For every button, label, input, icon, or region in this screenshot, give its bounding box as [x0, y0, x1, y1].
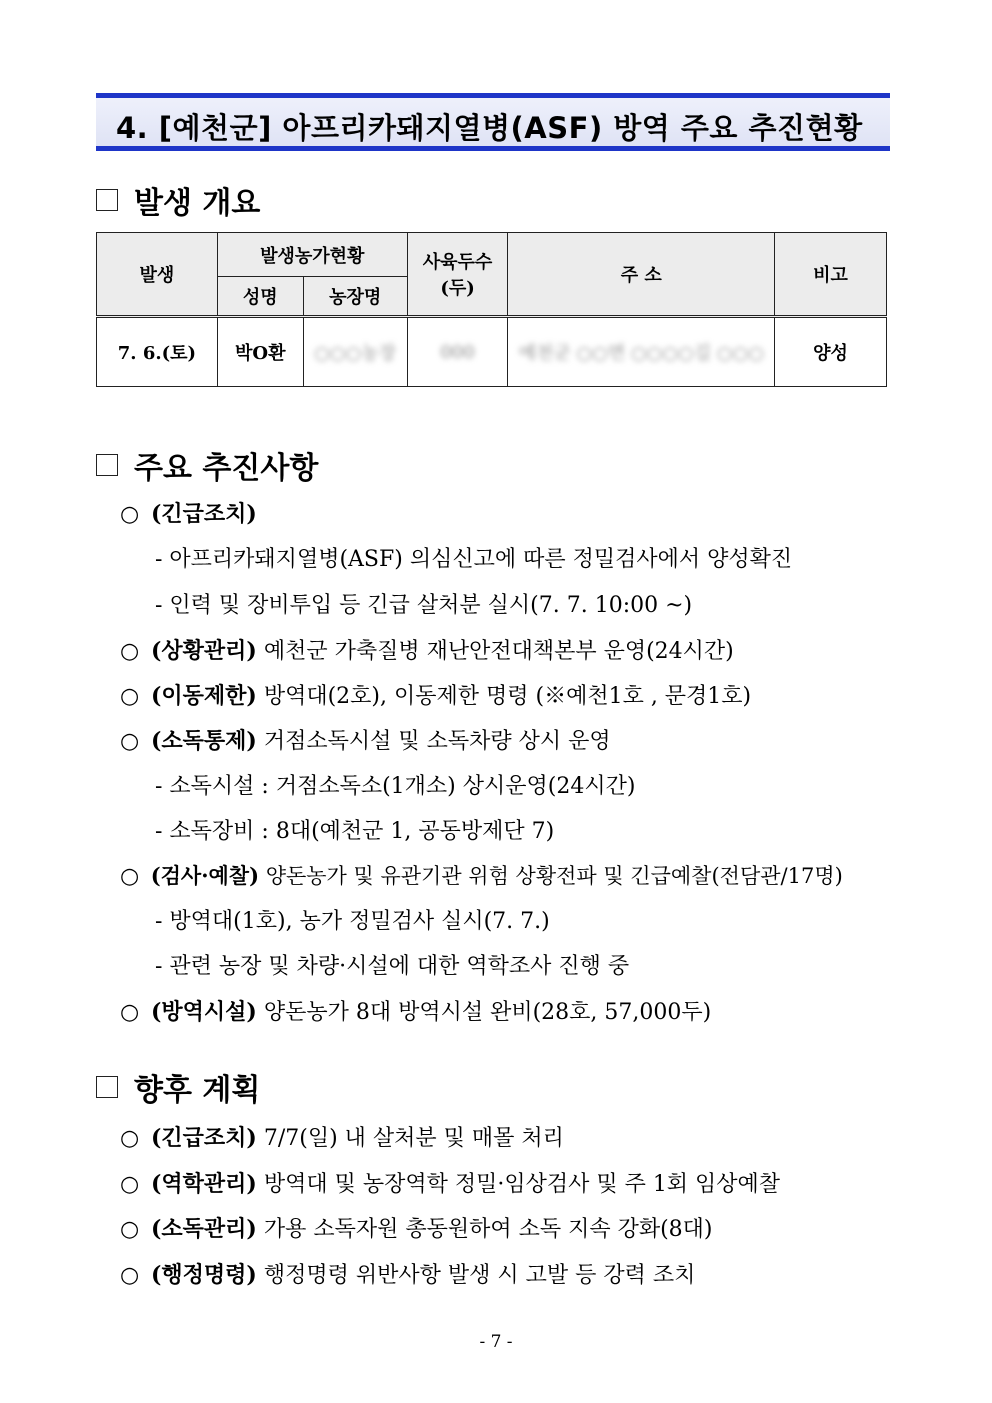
circle-bullet-icon: ○	[120, 1217, 140, 1242]
list-item-detail: - 소독장비 : 8대(예천군 1, 공동방제단 7)	[155, 819, 555, 844]
list-item: ○ (긴급조치)	[120, 501, 257, 527]
list-item: ○ (긴급조치) 7/7(일) 내 살처분 및 매몰 처리	[120, 1125, 564, 1151]
circle-bullet-icon: ○	[120, 684, 140, 709]
square-bullet-icon	[96, 189, 118, 211]
header-note: 비고	[775, 233, 887, 317]
square-bullet-icon	[96, 1076, 118, 1098]
circle-bullet-icon: ○	[120, 1263, 140, 1288]
list-item-detail: - 방역대(1호), 농가 정밀검사 실시(7. 7.)	[155, 909, 550, 934]
list-item: ○ (검사·예찰) 양돈농가 및 유관기관 위험 상황전파 및 긴급예찰(전담관/17명)	[120, 863, 843, 889]
cell-note: 양성	[775, 317, 887, 387]
section-heading-plans: 향후 계획	[96, 1065, 260, 1109]
page-title: 4. [예천군] 아프리카돼지열병(ASF) 방역 주요 추진현황	[116, 111, 863, 145]
circle-bullet-icon: ○	[120, 639, 140, 664]
cell-heads: 000	[407, 317, 508, 387]
list-item: ○ (소독관리) 가용 소독자원 총동원하여 소독 지속 강화(8대)	[120, 1216, 713, 1242]
section-heading-overview: 발생 개요	[96, 178, 260, 222]
circle-bullet-icon: ○	[120, 1172, 140, 1197]
header-address: 주 소	[508, 233, 775, 317]
cell-address: 예천군 ○○면 ○○○○길 ○○○	[508, 317, 775, 387]
overview-table	[96, 232, 887, 387]
header-farm-status: 발생농가현황	[217, 233, 407, 277]
list-item: ○ (상황관리) 예천군 가축질병 재난안전대책본부 운영(24시간)	[120, 638, 734, 664]
list-item-detail: - 아프리카돼지열병(ASF) 의심신고에 따른 정밀검사에서 양성확진	[155, 547, 793, 572]
section-heading-actions: 주요 추진사항	[96, 443, 318, 487]
list-item: ○ (방역시설) 양돈농가 8대 방역시설 완비(28호, 57,000두)	[120, 999, 712, 1025]
circle-bullet-icon: ○	[120, 864, 140, 889]
list-item: ○ (역학관리) 방역대 및 농장역학 정밀·임상검사 및 주 1회 임상예찰	[120, 1171, 781, 1197]
circle-bullet-icon: ○	[120, 502, 140, 527]
header-name: 성명	[217, 277, 303, 317]
cell-name: 박O환	[217, 317, 303, 387]
header-occur: 발생	[97, 233, 218, 317]
cell-farm: ○○○농장	[303, 317, 407, 387]
list-item-detail: - 소독시설 : 거점소독소(1개소) 상시운영(24시간)	[155, 774, 636, 799]
header-heads: 사육두수 (두)	[407, 233, 508, 317]
list-item: ○ (이동제한) 방역대(2호), 이동제한 명령 (※예천1호 , 문경1호)	[120, 683, 752, 709]
circle-bullet-icon: ○	[120, 1126, 140, 1151]
page-number: - 7 -	[479, 1332, 513, 1352]
title-bar	[96, 93, 890, 151]
list-item-detail: - 관련 농장 및 차량·시설에 대한 역학조사 진행 중	[155, 954, 630, 979]
cell-date: 7. 6.(토)	[97, 317, 218, 387]
header-farm: 농장명	[303, 277, 407, 317]
list-item: ○ (행정명령) 행정명령 위반사항 발생 시 고발 등 강력 조치	[120, 1262, 696, 1288]
list-item-detail: - 인력 및 장비투입 등 긴급 살처분 실시(7. 7. 10:00 ~)	[155, 593, 693, 618]
circle-bullet-icon: ○	[120, 1000, 140, 1025]
list-item: ○ (소독통제) 거점소독시설 및 소독차량 상시 운영	[120, 728, 611, 754]
table-row	[97, 317, 887, 387]
circle-bullet-icon: ○	[120, 729, 140, 754]
square-bullet-icon	[96, 454, 118, 476]
